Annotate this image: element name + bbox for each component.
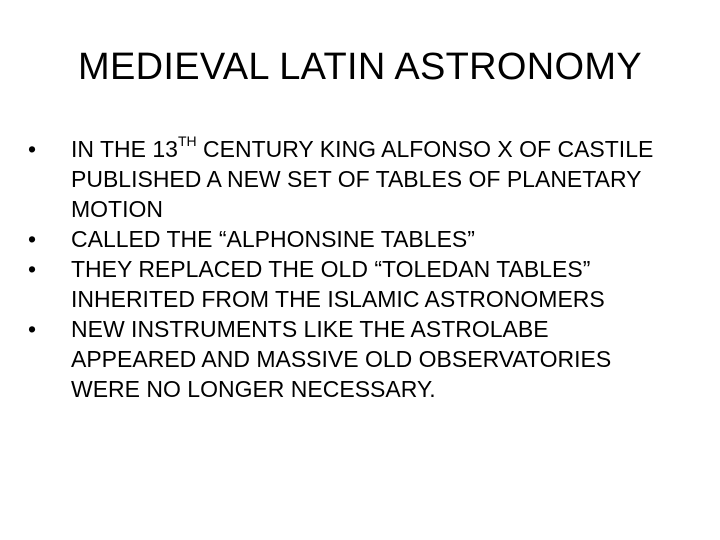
bullet-text-post: CENTURY KING ALFONSO X OF CASTILE PUBLISHED A NEW SET OF TABLES OF PLANETARY MOTION (71, 136, 654, 222)
bullet-item (28, 314, 668, 404)
bullet-dot: • (28, 226, 37, 252)
bullet-text-pre: IN THE 13 (71, 136, 178, 162)
bullet-text: CALLED THE “ALPHONSINE TABLES” (71, 226, 475, 252)
bullet-text: NEW INSTRUMENTS LIKE THE ASTROLABE APPEARED AND MASSIVE OLD OBSERVATORIES WERE NO LONGER NECESSARY. (71, 316, 612, 402)
bullet-text: THEY REPLACED THE OLD “TOLEDAN TABLES” INHERITED FROM THE ISLAMIC ASTRONOMERS (71, 256, 605, 312)
slide-title: MEDIEVAL LATIN ASTRONOMY (78, 46, 642, 88)
bullet-dot: • (28, 136, 37, 162)
bullet-text-superscript: TH (177, 133, 197, 150)
bullet-item (28, 134, 668, 224)
bullet-item (28, 224, 668, 254)
bullet-dot: • (28, 256, 37, 282)
bullet-item (28, 254, 668, 314)
bullet-list (28, 134, 668, 404)
bullet-dot: • (28, 316, 37, 342)
